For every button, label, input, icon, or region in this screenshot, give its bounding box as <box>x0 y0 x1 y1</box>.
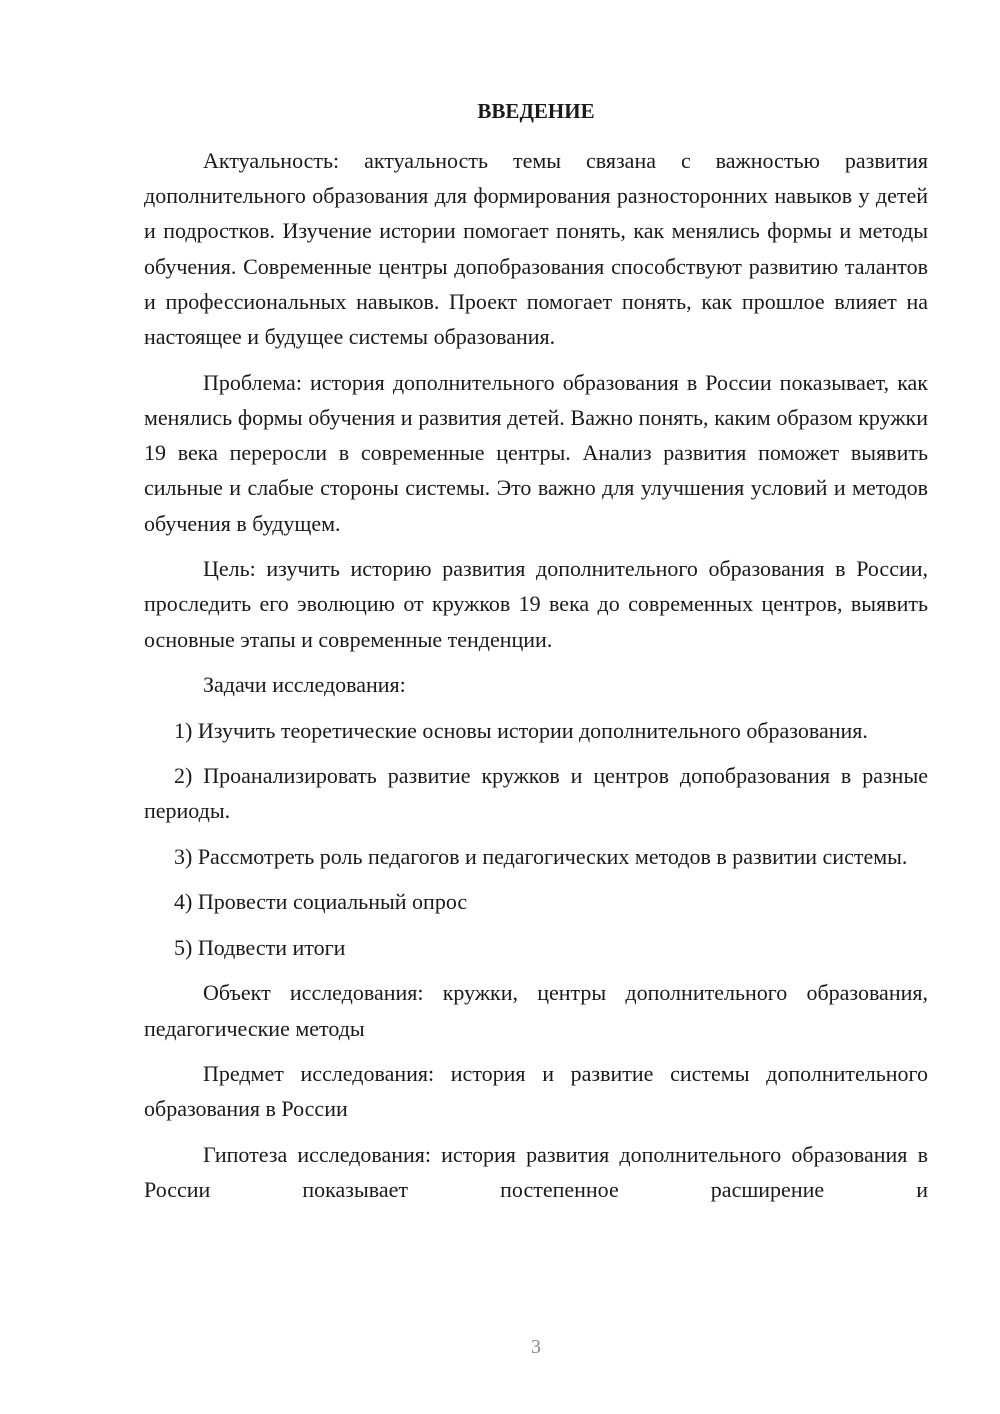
document-page <box>144 0 928 1414</box>
tasks-heading: Задачи исследования: <box>203 672 406 698</box>
hypothesis-paragraph: Гипотеза исследования: история развития дополнительного образования в России показывает постепенное расширение и <box>144 1141 928 1202</box>
subject-paragraph: Предмет исследования: история и развитие системы дополнительного образования в России <box>144 1061 928 1122</box>
task-item-2: 2) Проанализировать развитие кружков и центров допобразования в разные периоды. <box>144 763 928 824</box>
object-paragraph: Объект исследования: кружки, центры дополнительного образования, педагогические методы <box>144 980 928 1041</box>
problem-paragraph: Проблема: история дополнительного образования в России показывает, как менялись формы обучения и развития детей. Важно понять, каким образом кружки 19 века переросли в современные центры. Анализ развития поможет выявить сильные и слабые стороны системы. Это важно для улучшения условий и методов обучения в будущем. <box>144 369 928 536</box>
document-body <box>144 143 928 1207</box>
relevance-paragraph: Актуальность: актуальность темы связана с важностью развития дополнительного образования для формирования разносторонних навыков у детей и подростков. Изучение истории помогает понять, как менялись формы и методы обучения. Современные центры допобразования способствуют развитию талантов и профессиональных навыков. Проект помогает понять, как прошлое влияет на настоящее и будущее системы образования. <box>144 148 928 350</box>
task-item-5: 5) Подвести итоги <box>174 934 346 960</box>
task-item-3: 3) Рассмотреть роль педагогов и педагогических методов в развитии системы. <box>174 843 908 869</box>
page-title: ВВЕДЕНИЕ <box>477 99 595 123</box>
task-item-1: 1) Изучить теоретические основы истории дополнительного образования. <box>174 717 868 743</box>
goal-paragraph: Цель: изучить историю развития дополнительного образования в России, проследить его эволюцию от кружков 19 века до современных центров, выявить основные этапы и современные тенденции. <box>144 556 928 652</box>
task-item-4: 4) Провести социальный опрос <box>174 889 468 915</box>
page-number: 3 <box>531 1336 541 1358</box>
